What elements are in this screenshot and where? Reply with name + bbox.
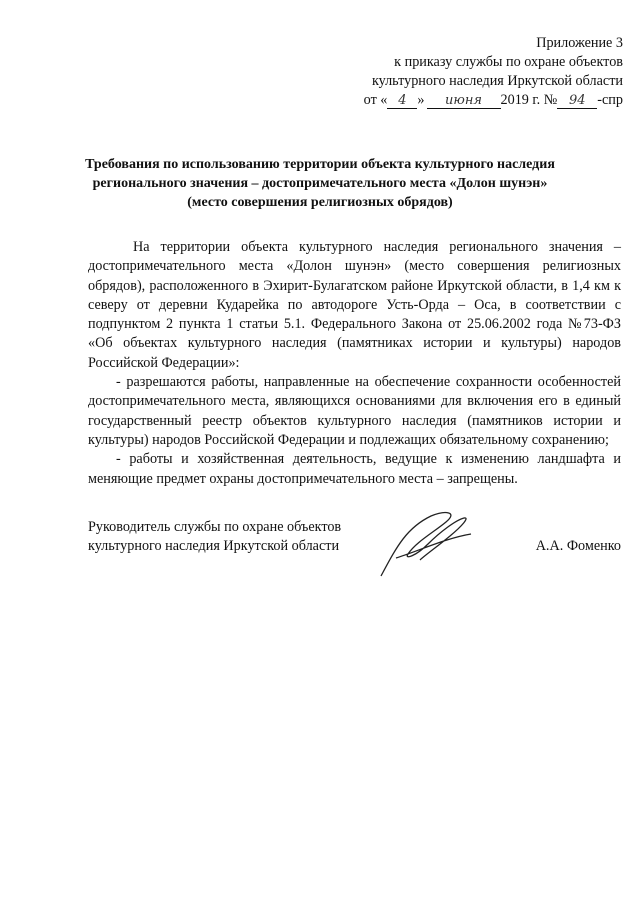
document-title (60, 155, 580, 212)
appendix-date-line (283, 91, 623, 110)
date-prefix: от « (363, 92, 388, 108)
appendix-header (283, 34, 623, 110)
prohibited-works-item: - работы и хозяйственная деятельность, ведущие к изменению ландшафта и меняющие предмет охраны достопримечательного места – запрещены. (88, 451, 621, 487)
signatory-position (88, 518, 341, 557)
title-line-2: регионального значения – достопримечательного места «Долон шунэн» (92, 176, 548, 191)
appendix-order-line: к приказу службы по охране объектов (394, 54, 623, 70)
appendix-organization-line: культурного наследия Иркутской области (371, 73, 623, 89)
handwritten-signature (376, 508, 476, 578)
appendix-number: Приложение 3 (536, 35, 623, 51)
signature-block (88, 518, 621, 588)
signatory-name: А.А. Фоменко (535, 538, 621, 554)
position-line-1: Руководитель службы по охране объектов (88, 519, 342, 535)
number-suffix: -спр (597, 92, 623, 108)
title-line-1: Требования по использованию территории объекта культурного наследия (85, 157, 555, 172)
intro-paragraph: На территории объекта культурного наследия регионального значения – достопримечательного места «Долон шунэн» (место совершения религиозных обрядов), расположенного в Эхирит-Булагатском районе Иркутской области, в 1,4 км к северу от деревни Кударейка по автодороге Усть-Орда – Оса, в соответствии с подпунктом 2 пункта 1 статьи 5.1. Федерального Закона от 25.06.2002 года №73-ФЗ «Об объектах культурного наследия (памятниках истории и культуры) народов Российской Федерации»: (88, 239, 621, 371)
title-line-3: (место совершения религиозных обрядов) (187, 195, 453, 210)
handwritten-day: 4 (387, 93, 417, 109)
permitted-works-item: - разрешаются работы, направленные на обеспечение сохранности особенностей достопримечательного места, являющихся основаниями для включения его в единый государственный реестр объектов культурного наследия (памятников истории и культуры) народов Российской Федерации и подлежащих обязательному сохранению; (88, 374, 621, 448)
position-line-2: культурного наследия Иркутской области (88, 538, 340, 555)
document-body (88, 238, 621, 489)
year-text: 2019 г. № (500, 92, 558, 108)
handwritten-order-number: 94 (557, 93, 597, 109)
date-mid: » (417, 92, 425, 108)
handwritten-month: июня (427, 93, 501, 109)
